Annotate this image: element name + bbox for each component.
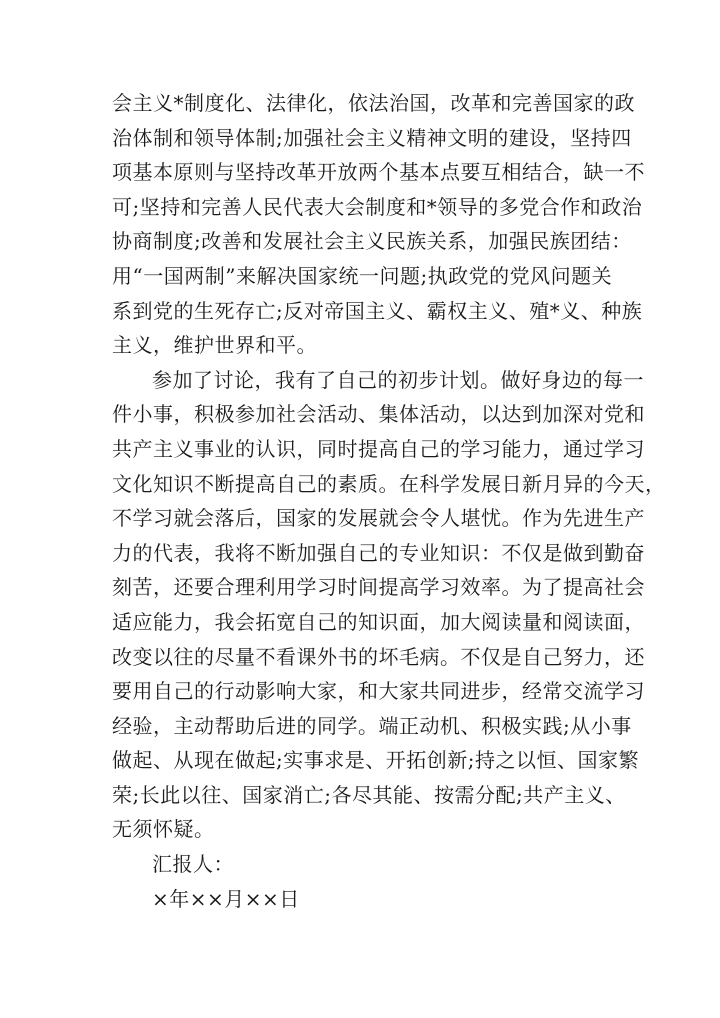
text-line: 荣;长此以往、国家消亡;各尽其能、按需分配;共产主义、 bbox=[112, 782, 626, 807]
text-line: 系到党的生死存亡;反对帝国主义、霸权主义、殖*义、种族 bbox=[112, 298, 643, 323]
text-line: 力的代表，我将不断加强自己的专业知识：不仅是做到勤奋 bbox=[112, 540, 645, 565]
text-line: 要用自己的行动影响大家，和大家共同进步，经常交流学习 bbox=[112, 679, 645, 704]
text-line: 协商制度;改善和发展社会主义民族关系，加强民族团结： bbox=[112, 229, 632, 254]
text-line: 参加了讨论，我有了自己的初步计划。做好身边的每一 bbox=[152, 367, 644, 392]
text-line: 件小事，积极参加社会活动、集体活动，以达到加深对党和 bbox=[112, 402, 645, 427]
text-line: 文化知识不断提高自己的素质。在科学发展日新月异的今天， bbox=[112, 471, 666, 496]
text-line: 用“一国两制”来解决国家统一问题;执政党的党风问题关 bbox=[112, 263, 613, 288]
reporter-label: 汇报人： bbox=[152, 852, 234, 877]
text-line: 会主义*制度化、法律化，依法治国，改革和完善国家的政 bbox=[112, 91, 635, 115]
paragraph-2 bbox=[112, 363, 666, 847]
text-line: 共产主义事业的认识，同时提高自己的学习能力，通过学习 bbox=[112, 436, 645, 461]
text-line: 适应能力，我会拓宽自己的知识面，加大阅读量和阅读面， bbox=[112, 609, 645, 634]
text-line: 经验，主动帮助后进的同学。端正动机、积极实践;从小事 bbox=[112, 713, 632, 738]
text-line: 不学习就会落后，国家的发展就会令人堪忧。作为先进生产 bbox=[112, 506, 645, 531]
text-line: 刻苦，还要合理利用学习时间提高学习效率。为了提高社会 bbox=[112, 575, 645, 600]
text-line: 主义，维护世界和平。 bbox=[112, 333, 317, 358]
text-line: 可;坚持和完善人民代表大会制度和*领导的多党合作和政治 bbox=[112, 194, 643, 219]
text-line: 做起、从现在做起;实事求是、开拓创新;持之以恒、国家繁 bbox=[112, 748, 639, 773]
paragraph-1 bbox=[112, 86, 645, 363]
text-line: 治体制和领导体制;加强社会主义精神文明的建设，坚持四 bbox=[112, 125, 632, 150]
text-line: 项基本原则与坚持改革开放两个基本点要互相结合，缺一不 bbox=[112, 160, 645, 185]
text-line: 改变以往的尽量不看课外书的坏毛病。不仅是自己努力，还 bbox=[112, 644, 645, 669]
text-line: 无须怀疑。 bbox=[112, 817, 215, 842]
date-line: ×年××月××日 bbox=[152, 886, 300, 911]
